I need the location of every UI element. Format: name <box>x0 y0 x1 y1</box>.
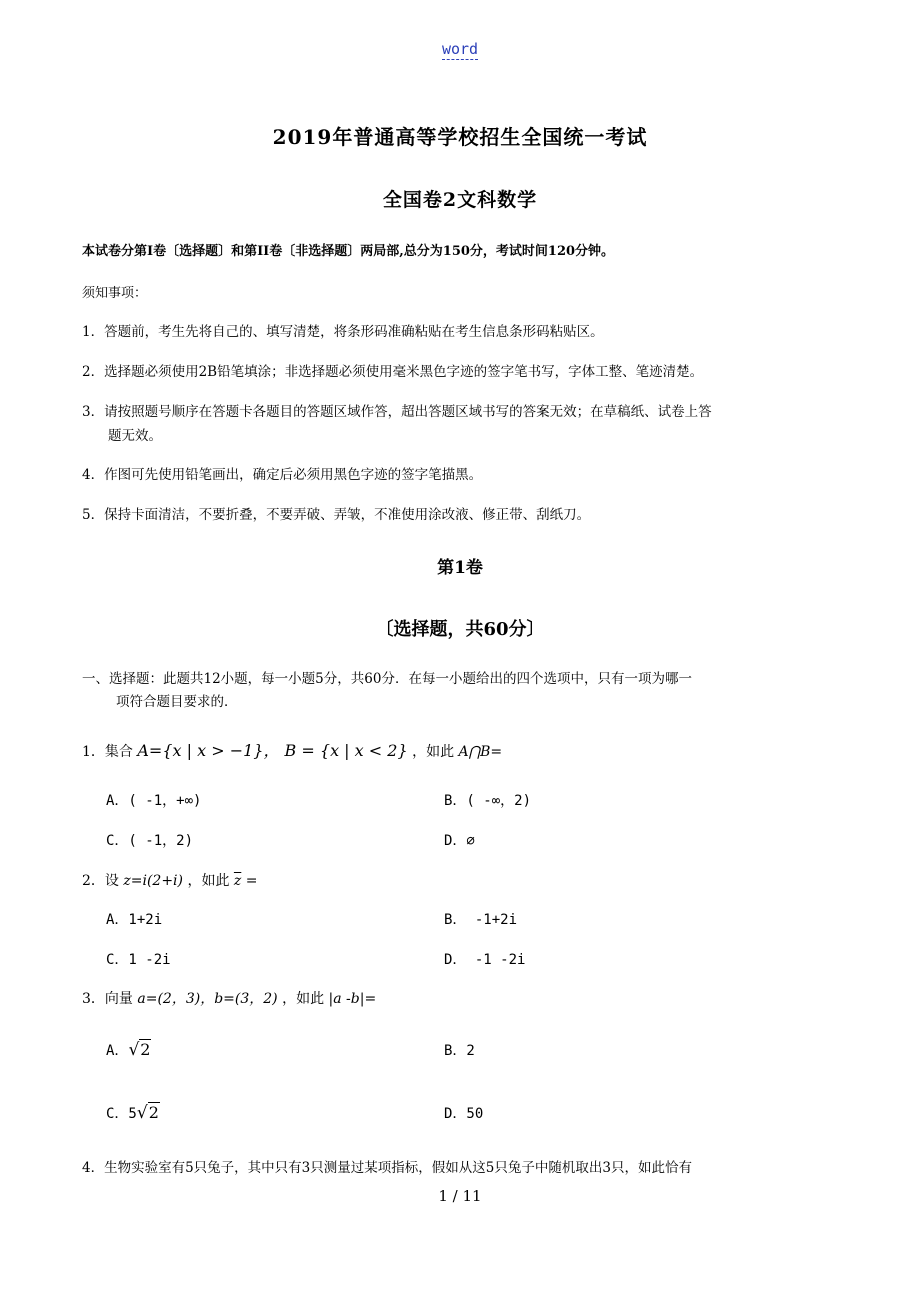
section-1-instructions-continued: 项符合题目要求的． <box>116 694 238 710</box>
question-1-option-d: D．∅ <box>444 833 475 849</box>
question-4: 4．生物实验室有5只兔子，其中只有3只测量过某项指标，假如从这5只兔子中随机取出3只，如此恰有 <box>82 1160 692 1176</box>
question-1-option-c: C．( -1，2) <box>106 833 194 849</box>
question-1 <box>82 738 502 761</box>
question-1-option-a: A．( -1，+∞) <box>106 793 202 809</box>
section-1-instructions: 一、选择题：此题共12小题，每一小题5分，共60分．在每一小题给出的四个选项中，只有一项为哪一 <box>82 671 692 687</box>
question-3 <box>82 988 376 1008</box>
question-3-option-a-label: A． <box>106 1043 129 1059</box>
volume-subtitle: 〔选择题，共60分〕 <box>375 619 545 640</box>
question-3-option-c <box>106 1103 160 1123</box>
question-3-option-a <box>106 1040 151 1060</box>
question-1-option-b: B．( -∞，2) <box>444 793 532 809</box>
question-2-formula: z=i(2+i) <box>123 873 183 889</box>
question-1-suffix: ，如此 <box>412 744 455 760</box>
notes-heading: 须知事项： <box>82 286 148 301</box>
question-2 <box>82 870 257 890</box>
question-3-formula: a=(2，3)，b=(3，2) <box>137 991 278 1007</box>
exam-subtitle: 全国卷2文科数学 <box>382 189 538 211</box>
header-word-link[interactable]: word <box>441 40 479 58</box>
note-item-4: 4．作图可先使用铅笔画出，确定后必须用黑色字迹的签字笔描黑。 <box>82 467 483 483</box>
note-item-2: 2．选择题必须使用2B铅笔填涂；非选择题必须使用毫米黑色字迹的签字笔书写，字体工整、笔迹清楚。 <box>82 364 704 380</box>
question-3-tail: |a -b|= <box>328 991 377 1007</box>
question-2-option-b: B． -1+2i <box>444 912 518 928</box>
question-1-prefix: 1．集合 <box>82 744 133 760</box>
question-3-prefix: 3．向量 <box>82 991 133 1007</box>
question-2-conjugate-z: $\overline{z}$ <box>233 873 242 889</box>
exam-title: 2019年普通高等学校招生全国统一考试 <box>272 125 648 149</box>
question-2-equals: = <box>241 873 258 889</box>
question-3-option-d: D．50 <box>444 1106 484 1122</box>
question-2-option-a: A．1+2i <box>106 912 163 928</box>
sqrt-symbol: √2 <box>128 1040 151 1060</box>
question-3-option-c-label: C．5 <box>106 1106 137 1122</box>
header-word-link-wrap <box>0 40 920 58</box>
question-2-prefix: 2．设 <box>82 873 119 889</box>
page-number: 1 / 11 <box>438 1187 482 1205</box>
exam-intro: 本试卷分第Ⅰ卷〔选择题〕和第II卷〔非选择题〕两局部,总分为150分，考试时间120分钟。 <box>82 244 615 259</box>
note-item-1: 1．答题前，考生先将自己的、填写清楚，将条形码准确粘贴在考生信息条形码粘贴区。 <box>82 324 604 340</box>
volume-title: 第1卷 <box>437 558 483 578</box>
sqrt-symbol: √2 <box>136 1103 159 1123</box>
note-item-5: 5．保持卡面清洁，不要折叠，不要弄破、弄皱，不准使用涂改液、修正带、刮纸刀。 <box>82 507 591 523</box>
question-3-suffix: ，如此 <box>282 991 325 1007</box>
note-item-3: 3．请按照题号顺序在答题卡各题目的答题区域作答，超出答题区域书写的答案无效；在草稿纸、试卷上答 <box>82 404 712 420</box>
note-item-3-continued: 题无效。 <box>108 428 162 444</box>
question-2-option-c: C．1 -2i <box>106 952 171 968</box>
question-2-option-d: D． -1 -2i <box>444 952 526 968</box>
question-1-tail: A⋂B= <box>458 744 503 760</box>
question-2-suffix: ，如此 <box>187 873 230 889</box>
question-3-option-a-radicand: 2 <box>140 1040 151 1059</box>
question-3-option-b: B．2 <box>444 1043 475 1059</box>
question-3-option-c-radicand: 2 <box>148 1103 159 1122</box>
question-1-formula: A={x | x > −1}， B = {x | x < 2} <box>137 741 408 760</box>
